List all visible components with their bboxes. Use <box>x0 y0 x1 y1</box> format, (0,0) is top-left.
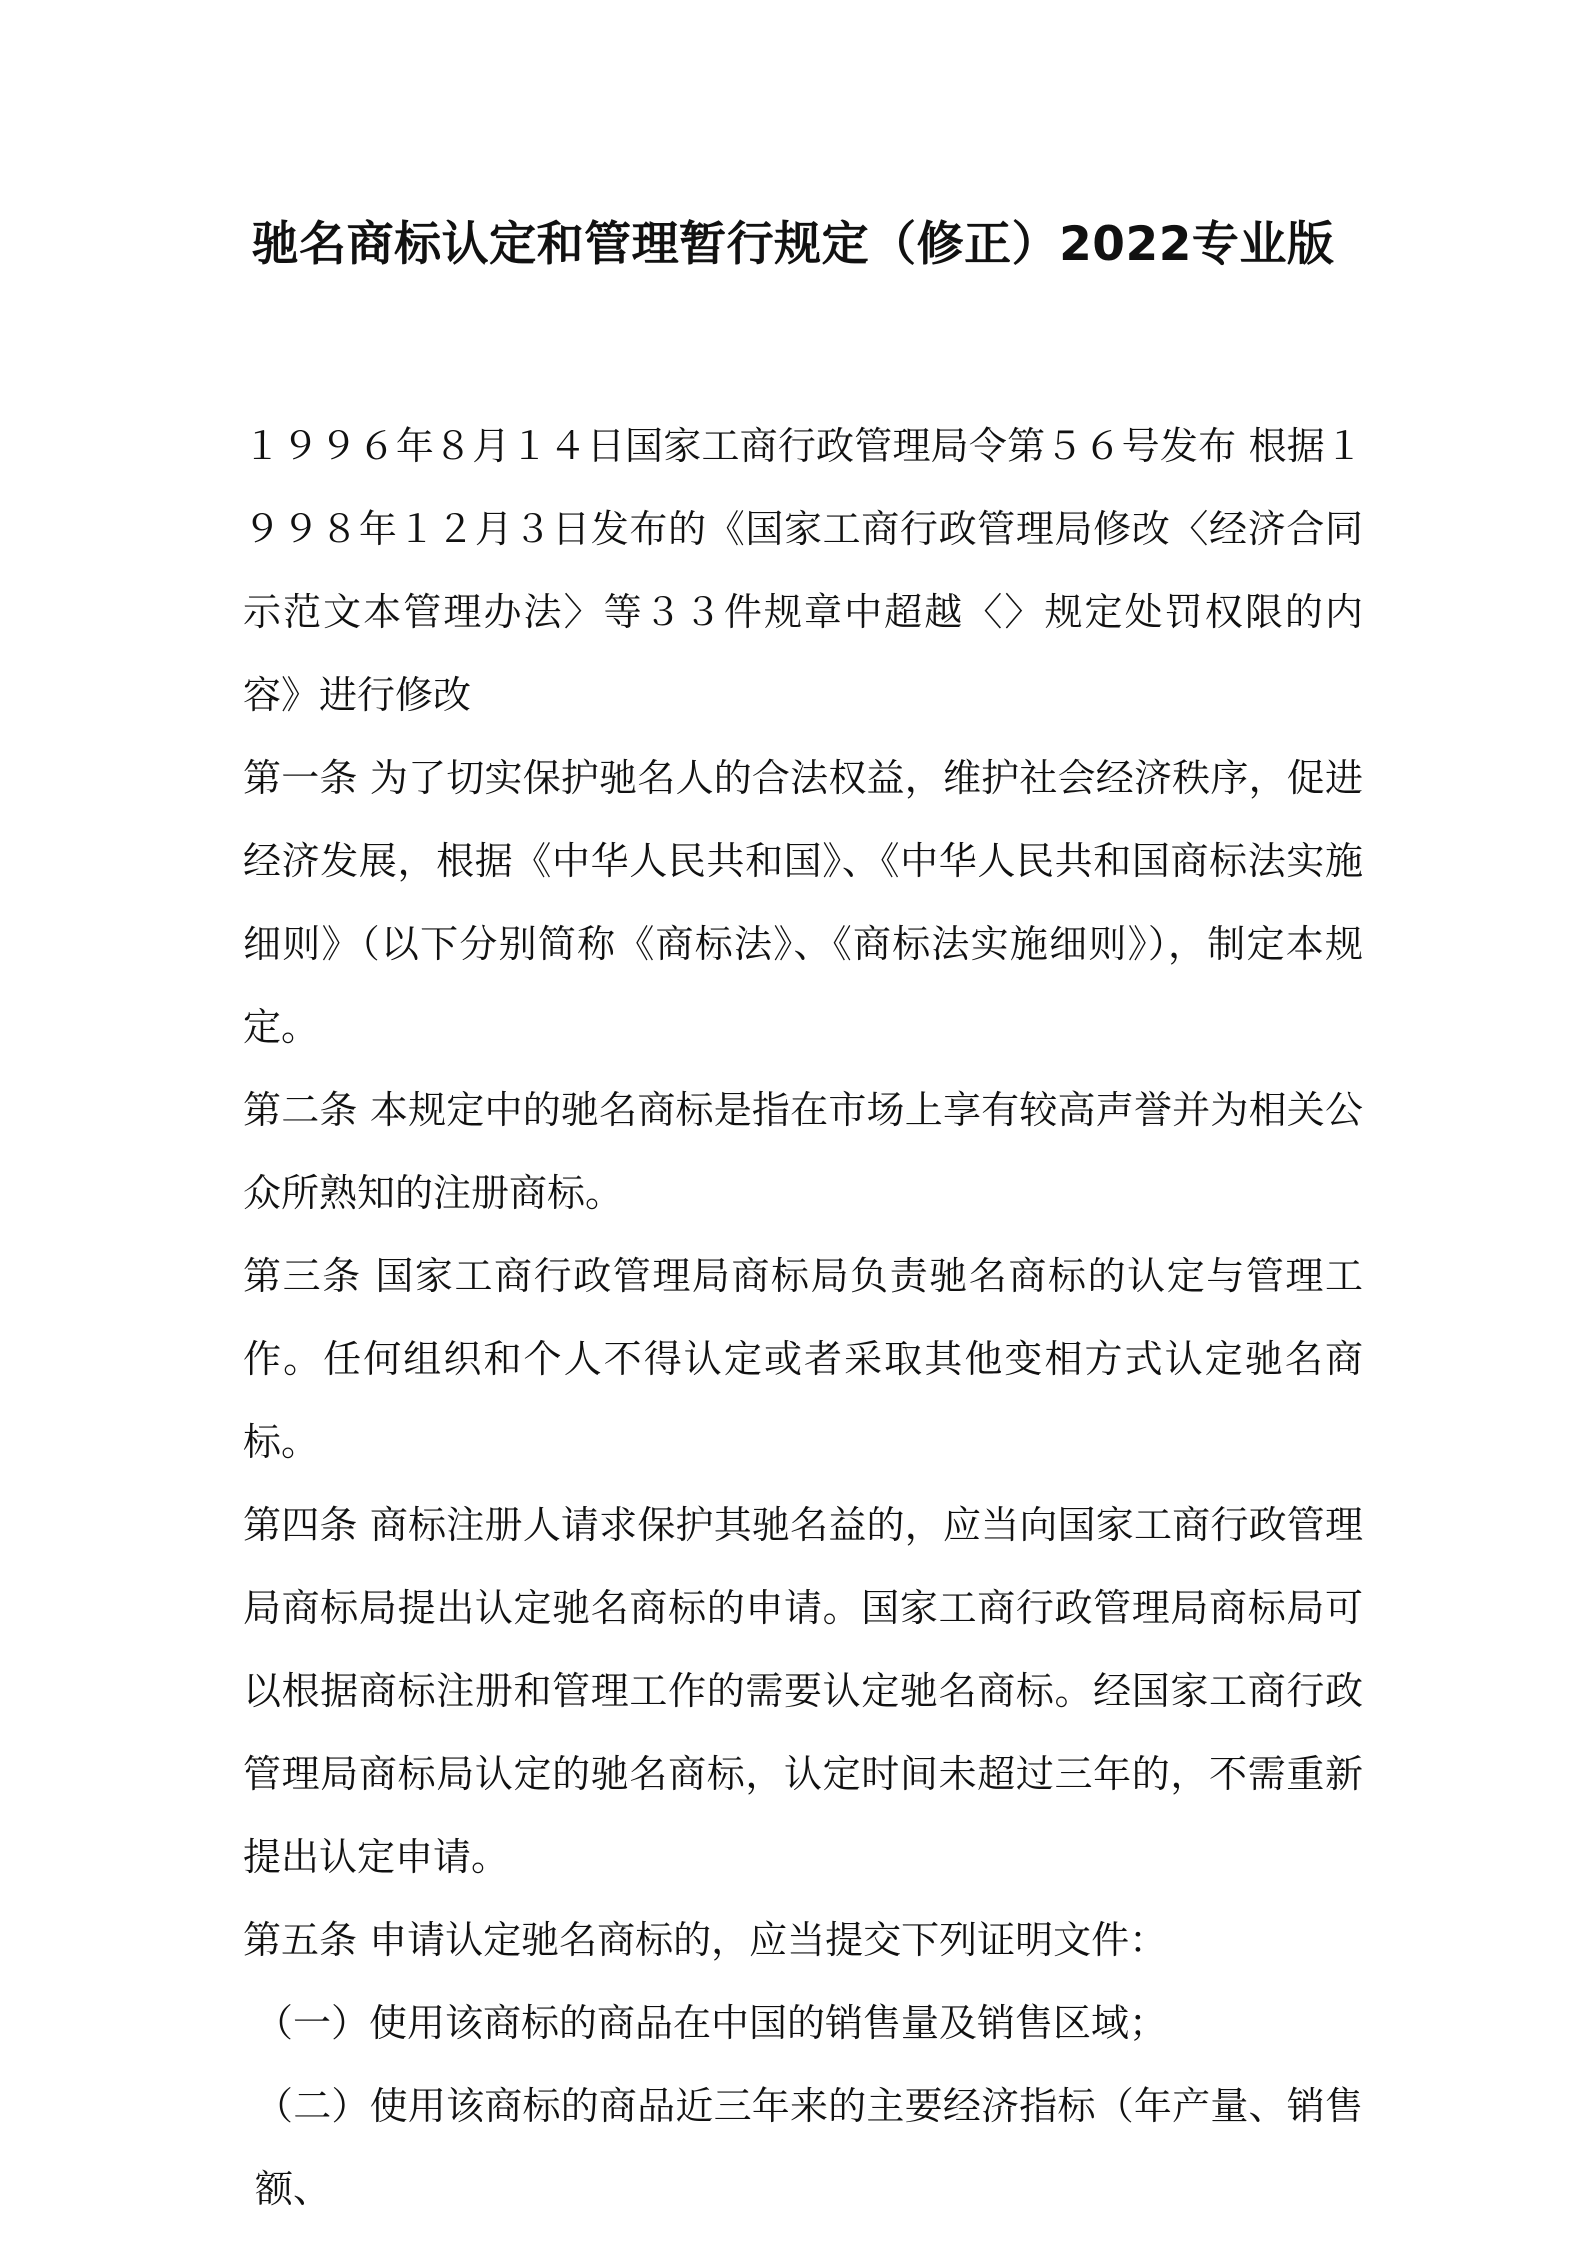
article-1-paragraph: 第一条 为了切实保护驰名人的合法权益，维护社会经济秩序，促进经济发展，根据《中华人民共和国》、《中华人民共和国商标法实施细则》（以下分别简称《商标法》、《商标法实施细则》），制定本规定。 <box>243 756 1363 1049</box>
article-5-item-1: （一）使用该商标的商品在中国的销售量及销售区域； <box>255 2001 1168 2045</box>
article-5-item-2: （二）使用该商标的商品近三年来的主要经济指标（年产量、销售额、 <box>255 2084 1363 2211</box>
document-title: 驰名商标认定和管理暂行规定（修正）2022专业版 <box>251 217 1335 272</box>
preamble-paragraph: １９９６年８月１４日国家工商行政管理局令第５６号发布 根据１９９８年１２月３日发布的《国家工商行政管理局修改〈经济合同示范文本管理办法〉等３３件规章中超越〈〉规定处罚权限的内容》进行修改 <box>243 424 1363 717</box>
article-2-paragraph: 第二条 本规定中的驰名商标是指在市场上享有较高声誉并为相关公众所熟知的注册商标。 <box>243 1088 1363 1215</box>
document-body <box>243 405 1363 2231</box>
article-4-paragraph: 第四条 商标注册人请求保护其驰名益的，应当向国家工商行政管理局商标局提出认定驰名商标的申请。国家工商行政管理局商标局可以根据商标注册和管理工作的需要认定驰名商标。经国家工商行政管理局商标局认定的驰名商标，认定时间未超过三年的，不需重新提出认定申请。 <box>243 1503 1363 1879</box>
article-5-paragraph: 第五条 申请认定驰名商标的，应当提交下列证明文件： <box>243 1918 1168 1962</box>
article-3-paragraph: 第三条 国家工商行政管理局商标局负责驰名商标的认定与管理工作。任何组织和个人不得认定或者采取其他变相方式认定驰名商标。 <box>243 1254 1363 1464</box>
